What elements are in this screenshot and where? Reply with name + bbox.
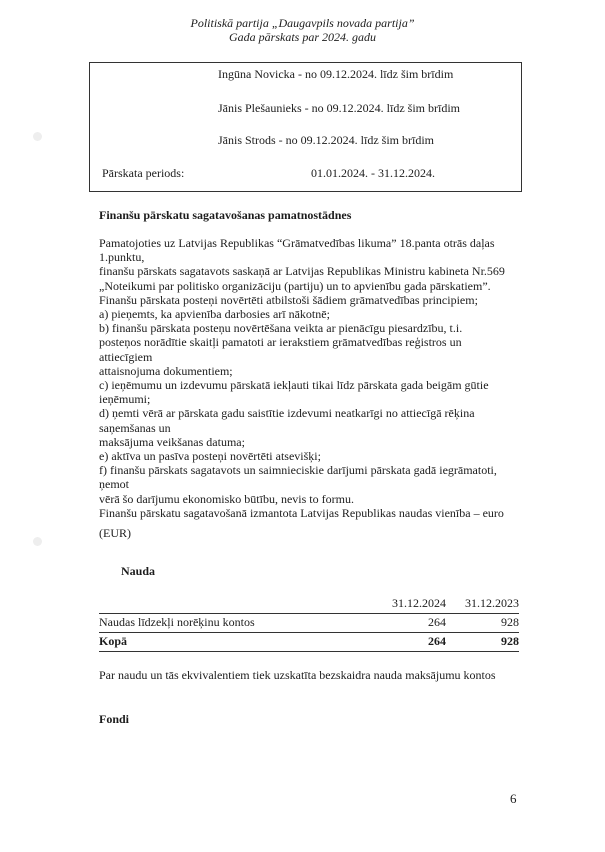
text-line: vērā šo darījumu ekonomisko būtību, nevis to formu.	[99, 491, 354, 506]
board-member-3: Jānis Strods - no 09.12.2024. līdz šim brīdim	[218, 133, 434, 147]
text-line: attaisnojuma dokumentiem;	[99, 363, 233, 378]
table-row	[99, 613, 519, 632]
text-line: ieņēmumi;	[99, 392, 151, 407]
cash-heading: Nauda	[121, 564, 156, 578]
text-line: ņemot	[99, 477, 129, 492]
table-header-row	[99, 594, 519, 613]
text-line: attiecīgiem	[99, 349, 153, 364]
total-label: Kopā	[99, 634, 128, 648]
period-label: Pārskata periods:	[102, 166, 185, 180]
text-line: Finanšu pārskatu sagatavošanā izmantota Latvijas Republikas naudas vienība – euro	[99, 505, 504, 520]
scan-hole-bottom	[33, 537, 42, 546]
text-line: posteņos norādītie skaitļi pamatoti ar ierakstiem grāmatvedības reģistros un	[99, 335, 462, 350]
table-divider	[99, 651, 519, 652]
text-line: saņemšanas un	[99, 420, 171, 435]
text-line: maksājuma veikšanas datuma;	[99, 434, 245, 449]
cash-note: Par naudu un tās ekvivalentiem tiek uzskatīta bezskaidra nauda maksājumu kontos	[99, 668, 496, 682]
page-number: 6	[510, 791, 517, 806]
text-line: Pamatojoties uz Latvijas Republikas “Grāmatvedības likuma” 18.panta otrās daļas	[99, 236, 495, 250]
text-line: f) finanšu pārskats sagatavots un saimnieciskie darījumi pārskata gadā iegrāmatoti,	[99, 463, 497, 478]
row-value-2023: 928	[501, 615, 519, 629]
text-line: a) pieņemts, ka apvienība darbosies arī nākotnē;	[99, 307, 330, 322]
scan-hole-top	[33, 132, 42, 141]
row-value-2024: 264	[428, 615, 446, 629]
board-member-1: Ingūna Novicka - no 09.12.2024. līdz šim brīdim	[218, 67, 454, 81]
header-party-name: Politiskā partija „Daugavpils novada partija”	[190, 16, 415, 30]
row-label: Naudas līdzekļi norēķinu kontos	[99, 615, 255, 629]
principles-text	[99, 236, 519, 540]
total-value-2024: 264	[428, 634, 446, 648]
table-total-row	[99, 632, 519, 651]
document-header	[0, 16, 605, 44]
currency-note: (EUR)	[99, 526, 131, 541]
column-header-2024: 31.12.2024	[392, 596, 446, 610]
text-line: Finanšu pārskata posteņi novērtēti atbilstoši šādiem grāmatvedības principiem;	[99, 292, 478, 307]
total-value-2023: 928	[501, 634, 519, 648]
text-line: e) aktīva un pasīva posteņi novērtēti atsevišķi;	[99, 449, 321, 464]
cash-table	[99, 594, 519, 651]
text-line: finanšu pārskats sagatavots saskaņā ar Latvijas Republikas Ministru kabineta Nr.569	[99, 264, 505, 279]
text-line: „Noteikumi par politisko organizāciju (partiju) un to apvienību gada pārskatiem”.	[99, 278, 491, 293]
funds-heading: Fondi	[99, 712, 130, 726]
text-line: 1.punktu,	[99, 250, 145, 265]
text-line: d) ņemti vērā ar pārskata gadu saistītie izdevumi neatkarīgi no attiecīgā rēķina	[99, 406, 475, 421]
text-line: c) ieņēmumu un izdevumu pārskatā iekļauti tikai līdz pārskata gada beigām gūtie	[99, 378, 489, 393]
board-info-box	[89, 62, 522, 192]
principles-heading: Finanšu pārskatu sagatavošanas pamatnostādnes	[99, 208, 352, 222]
period-value: 01.01.2024. - 31.12.2024.	[311, 166, 435, 180]
header-report-title: Gada pārskats par 2024. gadu	[228, 30, 376, 44]
column-header-2023: 31.12.2023	[465, 596, 519, 610]
board-member-2: Jānis Plešaunieks - no 09.12.2024. līdz šim brīdim	[218, 101, 460, 115]
text-line: b) finanšu pārskata posteņu novērtēšana veikta ar pienācīgu piesardzību, t.i.	[99, 321, 463, 336]
